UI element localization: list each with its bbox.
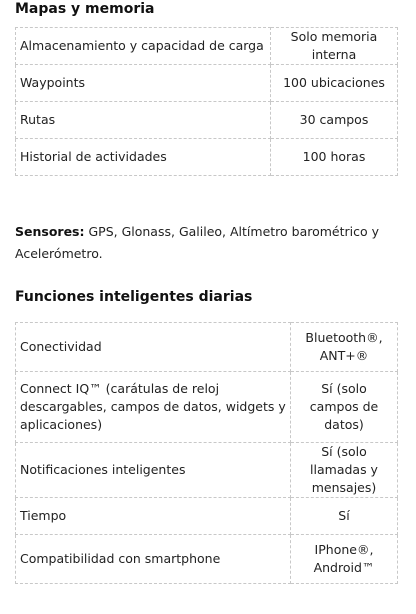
maps-memory-heading: Mapas y memoria xyxy=(15,1,155,17)
weather-value: Sí xyxy=(291,498,398,535)
sensors-text: GPS, Glonass, Galileo, Altímetro barométrico y Acelerómetro. xyxy=(15,224,380,261)
table-row xyxy=(16,535,398,584)
table-row xyxy=(16,323,398,372)
smart-notifications-label: Notificaciones inteligentes xyxy=(16,443,291,498)
table-row xyxy=(16,28,398,65)
table-row xyxy=(16,498,398,535)
storage-label: Almacenamiento y capacidad de carga xyxy=(16,28,271,65)
table-row xyxy=(16,372,398,443)
activity-history-value: 100 horas xyxy=(271,139,398,176)
smart-functions-heading: Funciones inteligentes diarias xyxy=(15,289,253,305)
smart-notifications-value: Sí (solo llamadas y mensajes) xyxy=(291,443,398,498)
storage-value: Solo memoria interna xyxy=(271,28,398,65)
connectivity-label: Conectividad xyxy=(16,323,291,372)
activity-history-label: Historial de actividades xyxy=(16,139,271,176)
smartphone-compat-value: IPhone®, Android™ xyxy=(291,535,398,584)
sensors-paragraph xyxy=(15,221,400,265)
table-row xyxy=(16,65,398,102)
connect-iq-value: Sí (solo campos de datos) xyxy=(291,372,398,443)
connectivity-value: Bluetooth®, ANT+® xyxy=(291,323,398,372)
table-row xyxy=(16,443,398,498)
table-row xyxy=(16,102,398,139)
routes-label: Rutas xyxy=(16,102,271,139)
weather-label: Tiempo xyxy=(16,498,291,535)
maps-memory-table xyxy=(15,27,398,176)
sensors-label: Sensores: xyxy=(15,224,85,239)
smartphone-compat-label: Compatibilidad con smartphone xyxy=(16,535,291,584)
smart-functions-table xyxy=(15,322,398,584)
waypoints-label: Waypoints xyxy=(16,65,271,102)
waypoints-value: 100 ubicaciones xyxy=(271,65,398,102)
table-row xyxy=(16,139,398,176)
connect-iq-label: Connect IQ™ (carátulas de reloj descargables, campos de datos, widgets y aplicaciones) xyxy=(16,372,291,443)
routes-value: 30 campos xyxy=(271,102,398,139)
